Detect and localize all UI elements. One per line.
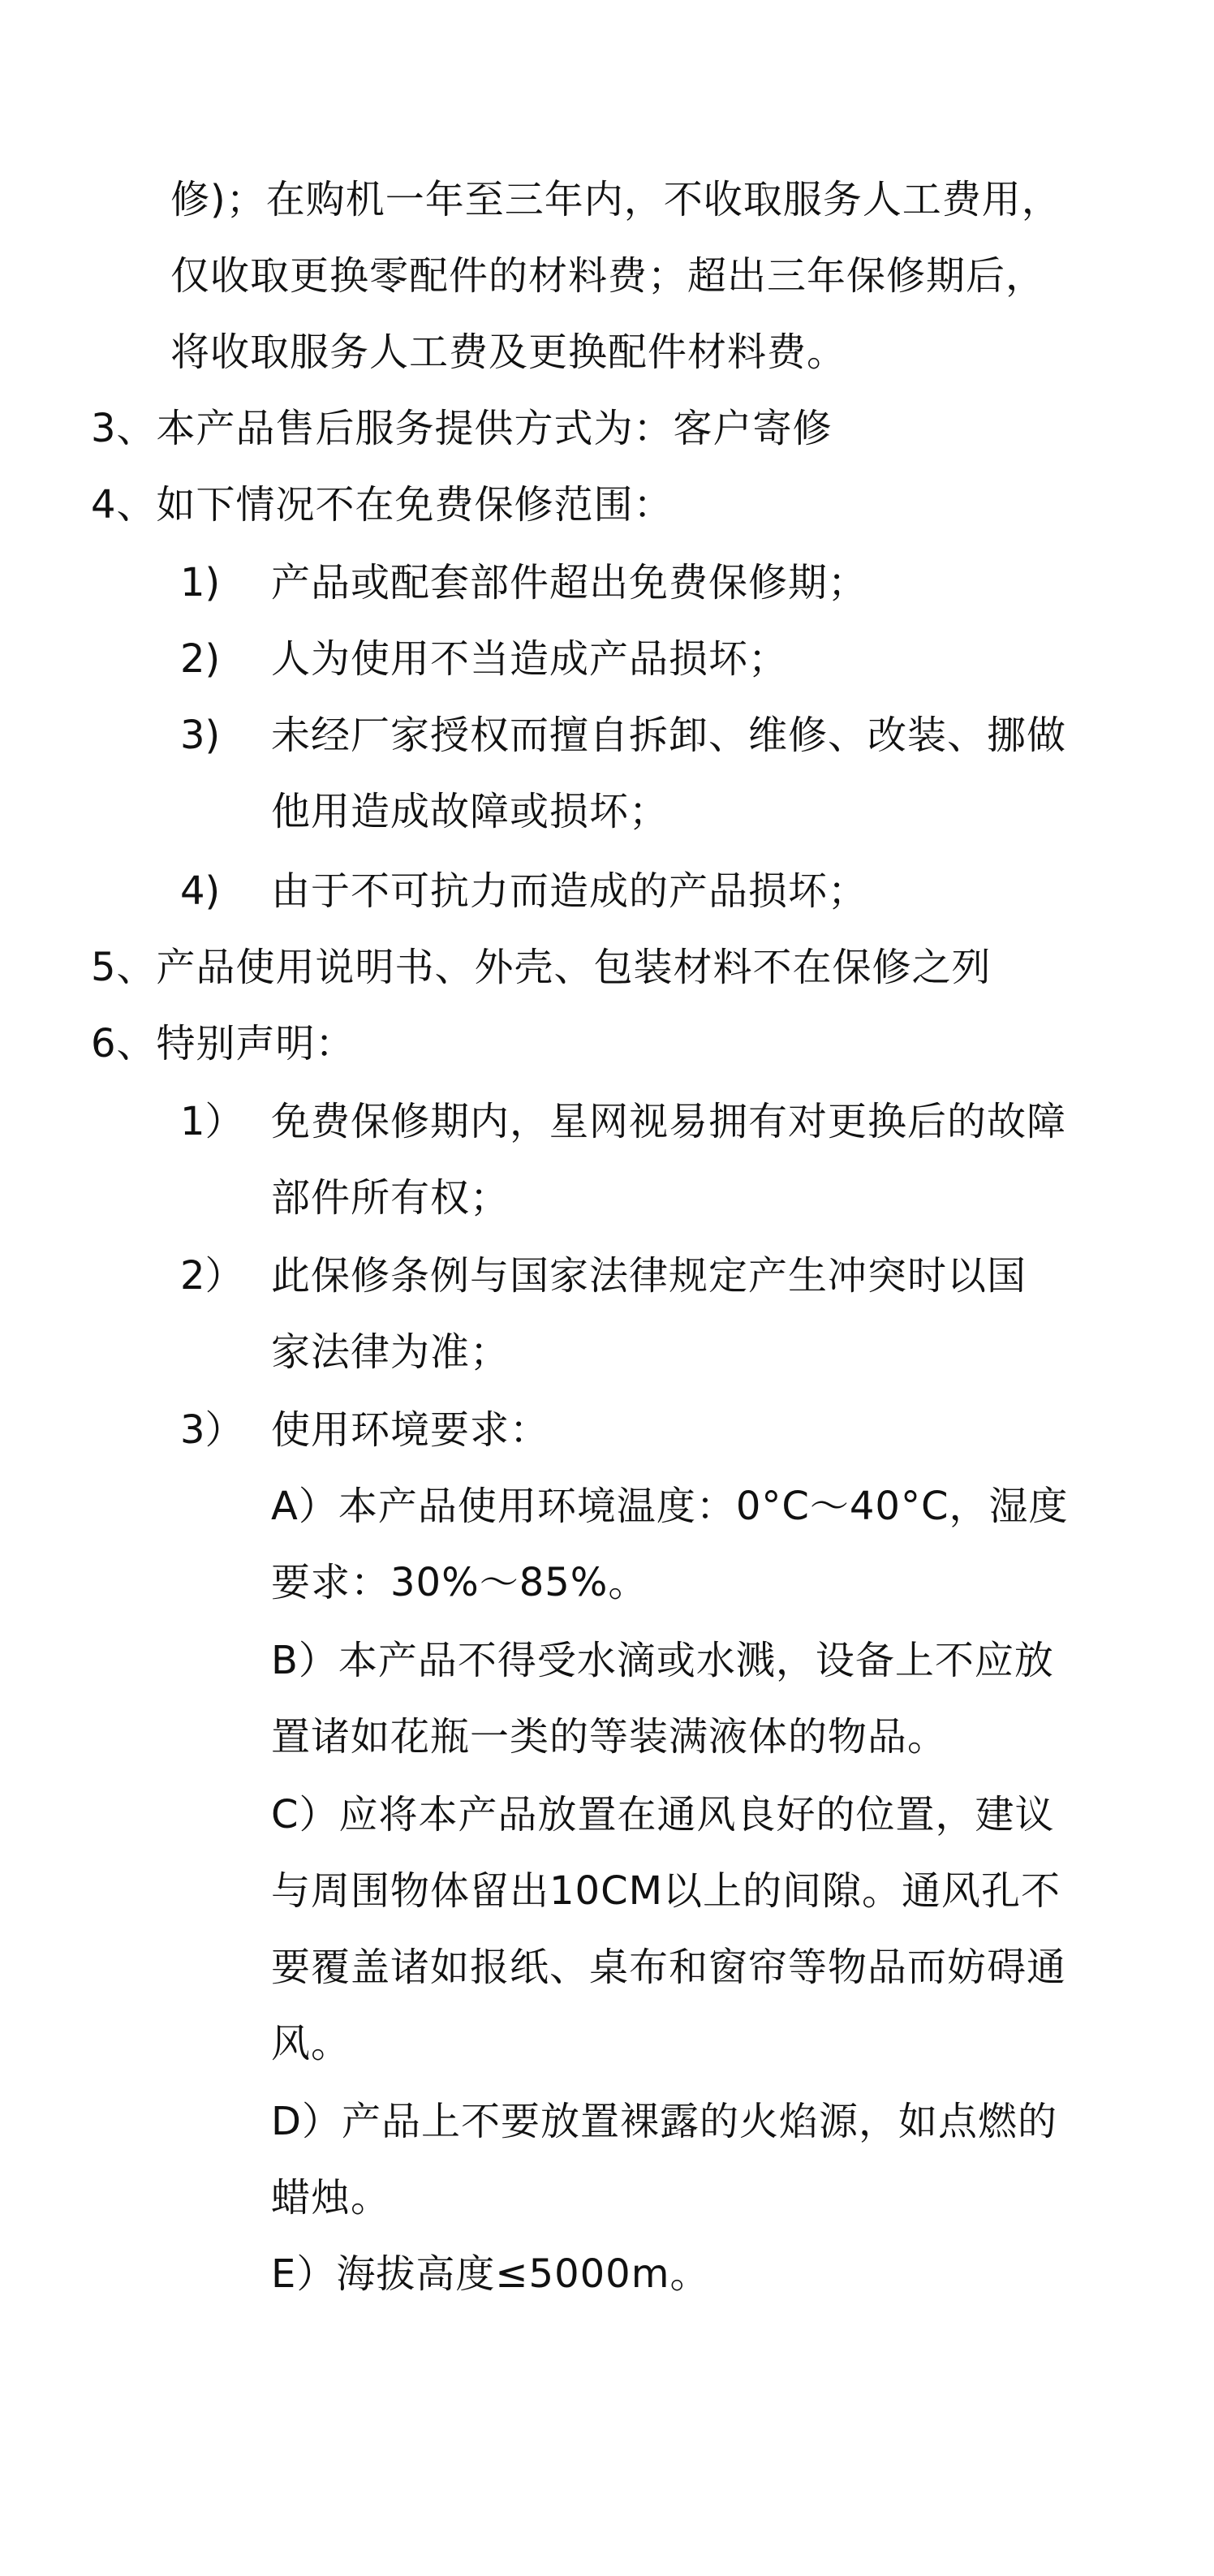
env-requirement-a: 要求：30%～85%。 — [271, 1560, 648, 1605]
env-requirement-a: A）本产品使用环境温度：0°C～40°C，湿度 — [271, 1484, 1069, 1529]
env-requirement-c: 与周围物体留出10CM以上的间隙。通风孔不 — [271, 1868, 1061, 1914]
list-item-5: 5、产品使用说明书、外壳、包装材料不在保修之列 — [91, 945, 992, 990]
env-requirement-d: D）产品上不要放置裸露的火焰源，如点燃的 — [271, 2099, 1057, 2144]
sub-item-text: 使用环境要求： — [271, 1407, 550, 1453]
sub-item-text: 未经厂家授权而擅自拆卸、维修、改装、挪做 — [271, 713, 1067, 758]
env-requirement-b: B）本产品不得受水滴或水溅，设备上不应放 — [271, 1638, 1054, 1683]
sub-item-text: 他用造成故障或损坏； — [271, 789, 669, 834]
sub-item-number: 2） — [180, 1253, 244, 1299]
list-item-4: 4、如下情况不在免费保修范围： — [91, 482, 674, 528]
text-line: 仅收取更换零配件的材料费；超出三年保修期后， — [170, 253, 1046, 299]
sub-item-number: 3） — [180, 1407, 244, 1453]
env-requirement-b: 置诸如花瓶一类的等装满液体的物品。 — [271, 1714, 948, 1760]
env-requirement-e: E）海拔高度≤5000m。 — [271, 2251, 710, 2297]
env-requirement-c: 风。 — [271, 2021, 351, 2066]
sub-item-text: 家法律为准； — [271, 1329, 510, 1375]
text-line: 将收取服务人工费及更换配件材料费。 — [170, 330, 847, 375]
env-requirement-d: 蜡烛。 — [271, 2175, 391, 2221]
sub-item-number: 1) — [180, 560, 221, 605]
sub-item-text: 部件所有权； — [271, 1175, 510, 1221]
sub-item-text: 此保修条例与国家法律规定产生冲突时以国 — [271, 1253, 1027, 1299]
sub-item-text: 由于不可抗力而造成的产品损坏； — [271, 868, 868, 914]
sub-item-number: 4) — [180, 868, 221, 914]
sub-item-text: 产品或配套部件超出免费保修期； — [271, 560, 868, 605]
sub-item-number: 3) — [180, 713, 221, 758]
list-item-6: 6、特别声明： — [91, 1021, 355, 1066]
env-requirement-c: C）应将本产品放置在通风良好的位置，建议 — [271, 1792, 1055, 1837]
sub-item-text: 免费保修期内，星网视易拥有对更换后的故障 — [271, 1099, 1067, 1144]
list-item-3: 3、本产品售后服务提供方式为：客户寄修 — [91, 406, 833, 451]
sub-item-number: 1） — [180, 1099, 244, 1144]
text-line: 修)；在购机一年至三年内，不收取服务人工费用， — [170, 177, 1061, 222]
env-requirement-c: 要覆盖诸如报纸、桌布和窗帘等物品而妨碍通 — [271, 1945, 1067, 1990]
sub-item-number: 2) — [180, 636, 221, 682]
sub-item-text: 人为使用不当造成产品损坏； — [271, 636, 789, 682]
